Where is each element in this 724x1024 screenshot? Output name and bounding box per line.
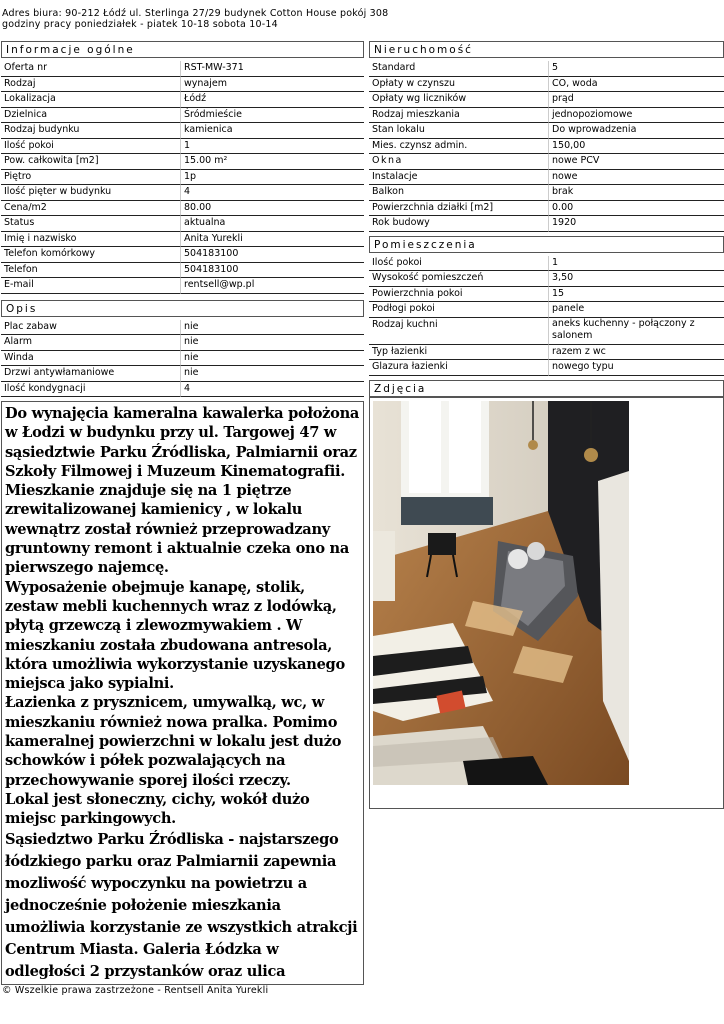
table-row bbox=[1, 185, 364, 201]
section-title-rooms: Pomieszczenia bbox=[369, 236, 724, 253]
table-row bbox=[369, 287, 724, 303]
row-label: Telefon bbox=[1, 263, 181, 279]
row-label: Pow. całkowita [m2] bbox=[1, 154, 181, 170]
table-row bbox=[1, 263, 364, 279]
row-label: Piętro bbox=[1, 170, 181, 186]
row-value: Łódź bbox=[181, 92, 364, 108]
table-row bbox=[369, 256, 724, 272]
table-row bbox=[369, 216, 724, 232]
row-label: Dzielnica bbox=[1, 108, 181, 124]
apartment-photo[interactable] bbox=[373, 401, 629, 785]
row-value: aktualna bbox=[181, 216, 364, 232]
photo-gallery bbox=[369, 397, 724, 809]
table-row bbox=[369, 201, 724, 217]
row-label: Standard bbox=[369, 61, 549, 77]
row-label: Drzwi antywłamaniowe bbox=[1, 366, 181, 382]
office-address: Adres biura: 90-212 Łódź ul. Sterlinga 27/29 budynek Cotton House pokój 308 bbox=[2, 8, 389, 19]
row-label: Instalacje bbox=[369, 170, 549, 186]
row-label: Status bbox=[1, 216, 181, 232]
table-row bbox=[1, 216, 364, 232]
row-label: Wysokość pomieszczeń bbox=[369, 271, 549, 287]
row-value: RST-MW-371 bbox=[181, 61, 364, 77]
row-value: nie bbox=[181, 366, 364, 382]
row-value: 504183100 bbox=[181, 247, 364, 263]
table-row bbox=[1, 335, 364, 351]
table-row bbox=[369, 302, 724, 318]
row-label: E-mail bbox=[1, 278, 181, 294]
table-row bbox=[369, 154, 724, 170]
row-value: panele bbox=[549, 302, 724, 318]
description-paragraph: Do wynajęcia kameralna kawalerka położona w Łodzi w budynku przy ul. Targowej 47 w sąsiedztwie Parku Źródliska, Palmiarnii oraz Szkoły Filmowej i Muzeum Kinematografii. bbox=[5, 405, 360, 480]
office-header bbox=[2, 8, 388, 30]
opis-table bbox=[1, 320, 364, 398]
row-value: 1 bbox=[549, 256, 724, 272]
table-row bbox=[1, 247, 364, 263]
row-label: Imię i nazwisko bbox=[1, 232, 181, 248]
office-hours: godziny pracy poniedziałek - piatek 10-18 sobota 10-14 bbox=[2, 19, 278, 30]
table-row bbox=[1, 108, 364, 124]
row-label: Ilość pokoi bbox=[369, 256, 549, 272]
row-value: 15 bbox=[549, 287, 724, 303]
table-row bbox=[369, 108, 724, 124]
table-row bbox=[1, 154, 364, 170]
row-label: Opłaty wg liczników bbox=[369, 92, 549, 108]
table-row bbox=[1, 92, 364, 108]
row-label: Opłaty w czynszu bbox=[369, 77, 549, 93]
row-value: 5 bbox=[549, 61, 724, 77]
table-row bbox=[1, 123, 364, 139]
row-value: 504183100 bbox=[181, 263, 364, 279]
row-label: Okna bbox=[369, 154, 549, 170]
table-row bbox=[369, 185, 724, 201]
table-row bbox=[369, 318, 724, 345]
description-paragraph: Mieszkanie znajduje się na 1 piętrze zrewitalizowanej kamienicy , w lokalu wewnątrz został również przeprowadzany gruntowny remont i aktualnie czeka ono na pierwszego najemcę. bbox=[5, 482, 350, 577]
row-label: Powierzchnia działki [m2] bbox=[369, 201, 549, 217]
row-value: jednopoziomowe bbox=[549, 108, 724, 124]
row-label: Stan lokalu bbox=[369, 123, 549, 139]
row-value: 1920 bbox=[549, 216, 724, 232]
row-label: Ilość kondygnacji bbox=[1, 382, 181, 398]
table-row bbox=[1, 61, 364, 77]
table-row bbox=[1, 351, 364, 367]
row-value: 150,00 bbox=[549, 139, 724, 155]
email-link[interactable]: rentsell@wp.pl bbox=[181, 278, 364, 294]
row-value: nie bbox=[181, 320, 364, 336]
row-label: Oferta nr bbox=[1, 61, 181, 77]
description-paragraph: Sąsiedztwo Parku Źródliska - najstarszego łódzkiego parku oraz Palmiarnii zapewnia mozliwość wypoczynku na powietrzu a jednocześnie położenie mieszkania umożliwia korzystanie ze wszystkich atrakcji Centrum Miasta. Galeria Łódzka w odległości 2 przystanków oraz ulica bbox=[5, 830, 358, 980]
row-value: CO, woda bbox=[549, 77, 724, 93]
copyright-footer: © Wszelkie prawa zastrzeżone - Rentsell Anita Yurekli bbox=[2, 985, 269, 996]
row-label: Cena/m2 bbox=[1, 201, 181, 217]
row-label: Ilość pięter w budynku bbox=[1, 185, 181, 201]
row-value: aneks kuchenny - połączony z salonem bbox=[549, 318, 724, 345]
property-table bbox=[369, 61, 724, 232]
section-title-property: Nieruchomość bbox=[369, 41, 724, 58]
row-label: Rodzaj bbox=[1, 77, 181, 93]
table-row bbox=[1, 320, 364, 336]
row-value: 0.00 bbox=[549, 201, 724, 217]
table-row bbox=[1, 77, 364, 93]
description-paragraph: Wyposażenie obejmuje kanapę, stolik, zestaw mebli kuchennych wraz z lodówką, płytą grzewczą i zlewozmywakiem . W mieszkaniu została zbudowana antresola, która umożliwia wykorzystanie uzyskanego miejsca jako sypialni. bbox=[5, 578, 345, 693]
table-row bbox=[1, 232, 364, 248]
row-label: Rok budowy bbox=[369, 216, 549, 232]
table-row bbox=[369, 92, 724, 108]
table-row bbox=[369, 345, 724, 361]
table-row bbox=[1, 382, 364, 398]
row-value: 4 bbox=[181, 382, 364, 398]
section-title-general: Informacje ogólne bbox=[1, 41, 364, 58]
row-value: razem z wc bbox=[549, 345, 724, 361]
table-row bbox=[369, 123, 724, 139]
section-title-opis: Opis bbox=[1, 300, 364, 317]
table-row bbox=[1, 366, 364, 382]
description-paragraph: Lokal jest słoneczny, cichy, wokół dużo miejsc parkingowych. bbox=[5, 790, 310, 828]
row-value: 1p bbox=[181, 170, 364, 186]
row-label: Lokalizacja bbox=[1, 92, 181, 108]
row-label: Typ łazienki bbox=[369, 345, 549, 361]
rooms-table bbox=[369, 256, 724, 376]
table-row bbox=[1, 201, 364, 217]
table-row bbox=[369, 170, 724, 186]
table-row bbox=[369, 271, 724, 287]
row-label: Rodzaj budynku bbox=[1, 123, 181, 139]
row-label: Rodzaj mieszkania bbox=[369, 108, 549, 124]
row-label: Podłogi pokoi bbox=[369, 302, 549, 318]
row-label: Mies. czynsz admin. bbox=[369, 139, 549, 155]
row-value: nowego typu bbox=[549, 360, 724, 376]
row-value: Śródmieście bbox=[181, 108, 364, 124]
row-label: Ilość pokoi bbox=[1, 139, 181, 155]
table-row bbox=[369, 77, 724, 93]
row-value: 1 bbox=[181, 139, 364, 155]
table-row bbox=[369, 61, 724, 77]
description-text bbox=[1, 401, 364, 985]
description-paragraph: Łazienka z prysznicem, umywalką, wc, w mieszkaniu również nowa pralka. Pomimo kameralnej powierzchni w lokalu jest dużo schowków i półek pozwalających na przechowywanie sporej ilości rzeczy. bbox=[5, 694, 342, 789]
table-row bbox=[1, 139, 364, 155]
row-label: Plac zabaw bbox=[1, 320, 181, 336]
row-value: nowe bbox=[549, 170, 724, 186]
table-row bbox=[1, 170, 364, 186]
row-label: Alarm bbox=[1, 335, 181, 351]
section-title-photos: Zdjęcia bbox=[369, 380, 724, 397]
row-label: Rodzaj kuchni bbox=[369, 318, 549, 345]
row-value: Anita Yurekli bbox=[181, 232, 364, 248]
row-value: Do wprowadzenia bbox=[549, 123, 724, 139]
row-value: wynajem bbox=[181, 77, 364, 93]
row-value: 4 bbox=[181, 185, 364, 201]
row-value: nie bbox=[181, 351, 364, 367]
row-value: 3,50 bbox=[549, 271, 724, 287]
row-value: 15.00 m² bbox=[181, 154, 364, 170]
row-label: Balkon bbox=[369, 185, 549, 201]
table-row bbox=[369, 139, 724, 155]
left-column bbox=[1, 41, 364, 985]
row-label: Powierzchnia pokoi bbox=[369, 287, 549, 303]
row-label: Winda bbox=[1, 351, 181, 367]
row-value: nie bbox=[181, 335, 364, 351]
right-column bbox=[369, 41, 724, 809]
table-row bbox=[369, 360, 724, 376]
row-label: Telefon komórkowy bbox=[1, 247, 181, 263]
row-label: Glazura łazienki bbox=[369, 360, 549, 376]
table-row bbox=[1, 278, 364, 294]
row-value: prąd bbox=[549, 92, 724, 108]
row-value: nowe PCV bbox=[549, 154, 724, 170]
general-info-table bbox=[1, 61, 364, 294]
row-value: 80.00 bbox=[181, 201, 364, 217]
row-value: brak bbox=[549, 185, 724, 201]
row-value: kamienica bbox=[181, 123, 364, 139]
